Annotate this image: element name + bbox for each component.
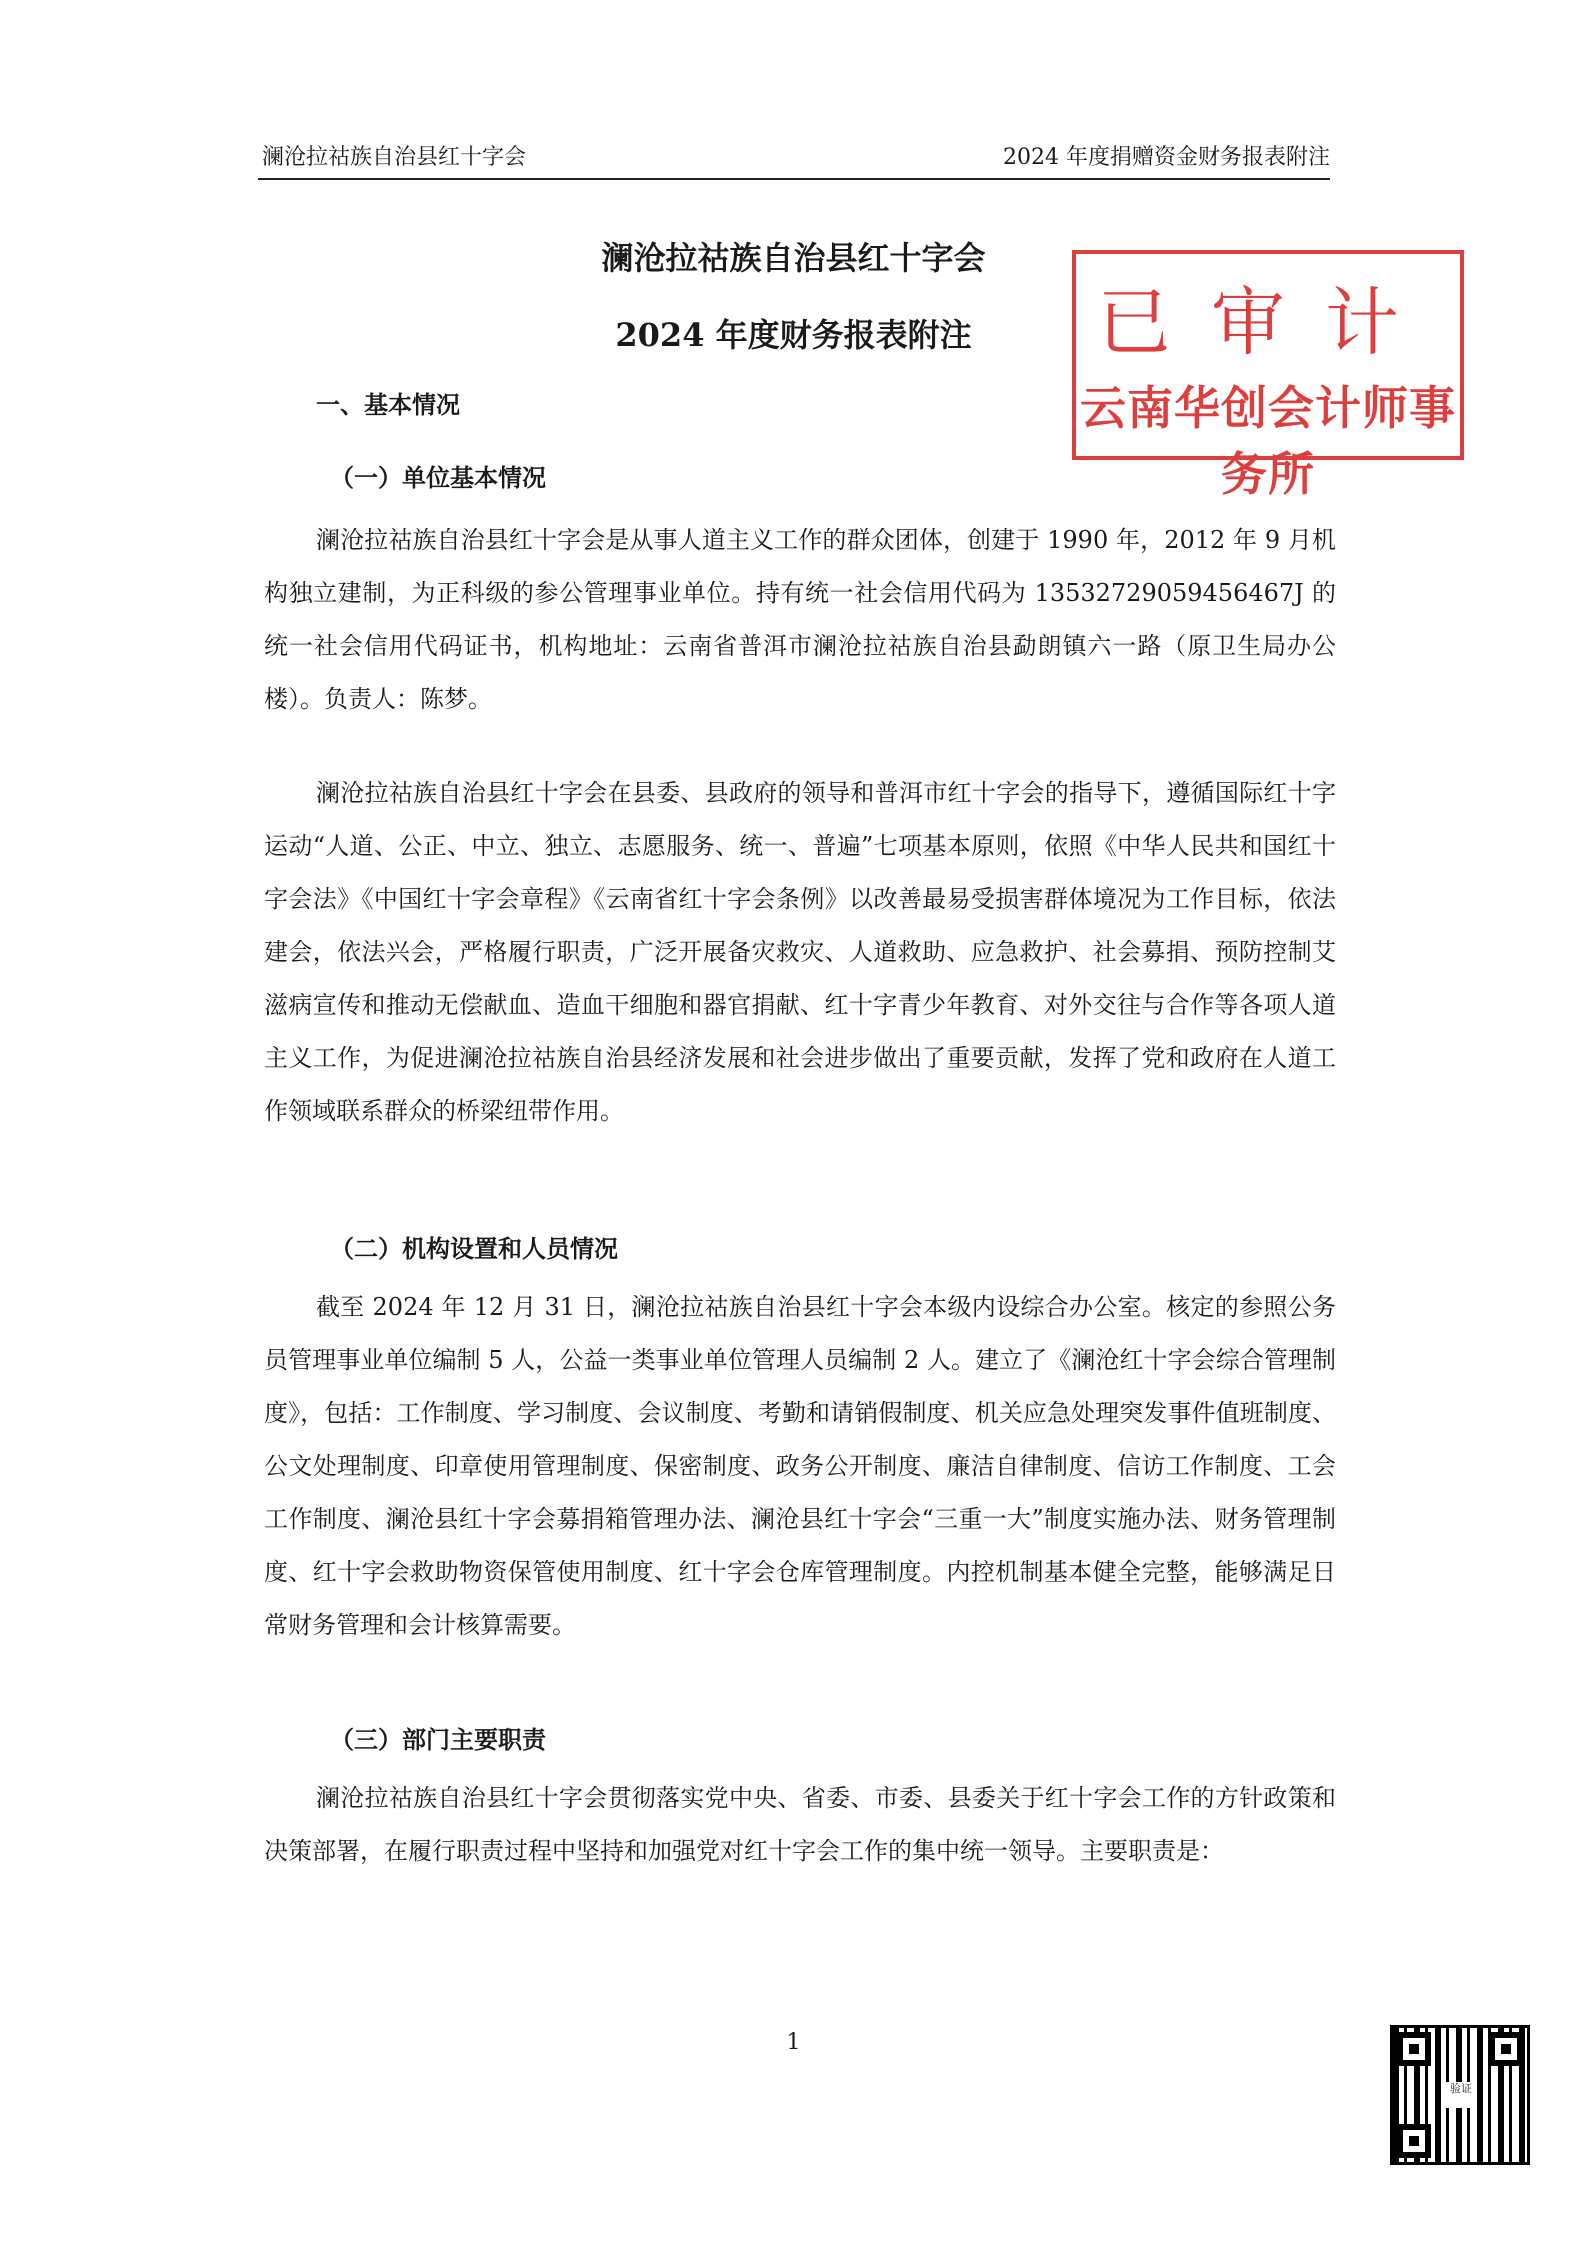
qr-finder-icon [1397,2124,1431,2158]
paragraph-unit-mission: 澜沧拉祜族自治县红十字会在县委、县政府的领导和普洱市红十字会的指导下，遵循国际红十字运动“人道、公正、中立、独立、志愿服务、统一、普遍”七项基本原则，依照《中华人民共和国红十字会法》《中国红十字会章程》《云南省红十字会条例》以改善最易受损害群体境况为工作目标，依法建会，依法兴会，严格履行职责，广泛开展备灾救灾、人道救助、应急救护、社会募捐、预防控制艾滋病宣传和推动无偿献血、造血干细胞和器官捐献、红十字青少年教育、对外交往与合作等各项人道主义工作，为促进澜沧拉祜族自治县经济发展和社会进步做出了重要贡献，发挥了党和政府在人道工作领域联系群众的桥梁纽带作用。 [264,779,1336,1125]
paragraph-duties: 澜沧拉祜族自治县红十字会贯彻落实党中央、省委、市委、县委关于红十字会工作的方针政策和决策部署，在履行职责过程中坚持和加强党对红十字会工作的集中统一领导。主要职责是： [264,1784,1336,1865]
qr-finder-icon [1397,2032,1431,2066]
stamp-firm-name: 云南华创会计师事务所 [1080,381,1456,501]
paragraph-unit-info: 澜沧拉祜族自治县红十字会是从事人道主义工作的群众团体，创建于 1990 年，2012 年 9 月机构独立建制，为正科级的参公管理事业单位。持有统一社会信用代码为 13532729059456467J 的统一社会信用代码证书，机构地址：云南省普洱市澜沧拉祜族自治县勐朗镇六一路（原卫生局办公楼）。负责人：陈梦。 [264,526,1336,713]
subsection-heading-organization: （二）机构设置和人员情况 [330,1234,618,1263]
header-org-name: 澜沧拉祜族自治县红十字会 [262,145,527,170]
document-subtitle: 2024 年度财务报表附注 [615,316,972,354]
qr-label: 验证 [1445,2082,1477,2108]
audit-stamp [1072,250,1464,501]
subsection-heading-duties: （三）部门主要职责 [330,1725,546,1754]
section-heading-basic-info: 一、基本情况 [316,390,460,419]
stamp-status: 已审计 [1097,280,1439,366]
header-report-name: 2024 年度捐赠资金财务报表附注 [1003,145,1330,170]
qr-code-icon[interactable] [1390,2025,1530,2165]
paragraph-organization: 截至 2024 年 12 月 31 日，澜沧拉祜族自治县红十字会本级内设综合办公室。核定的参照公务员管理事业单位编制 5 人，公益一类事业单位管理人员编制 2 人。建立了《澜沧红十字会综合管理制度》，包括：工作制度、学习制度、会议制度、考勤和请销假制度、机关应急处理突发事件值班制度、公文处理制度、印章使用管理制度、保密制度、政务公开制度、廉洁自律制度、信访工作制度、工会工作制度、澜沧县红十字会募捐箱管理办法、澜沧县红十字会“三重一大”制度实施办法、财务管理制度、红十字会救助物资保管使用制度、红十字会仓库管理制度。内控机制基本健全完整，能够满足日常财务管理和会计核算需要。 [264,1293,1336,1639]
qr-finder-icon [1489,2032,1523,2066]
document-title: 澜沧拉祜族自治县红十字会 [601,239,986,277]
header-divider [258,178,1330,180]
subsection-heading-unit-info: （一）单位基本情况 [330,463,546,492]
page-number: 1 [786,2030,801,2055]
